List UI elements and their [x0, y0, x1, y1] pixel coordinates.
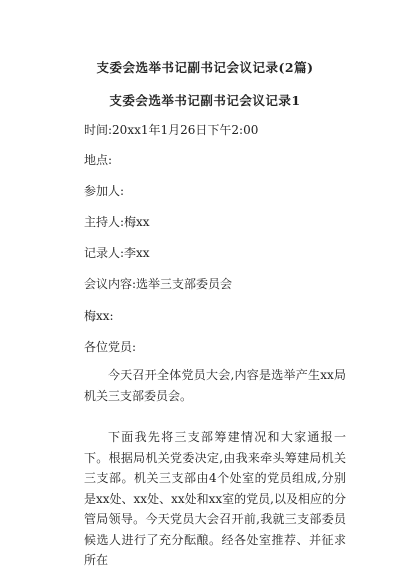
paragraph-opening: 今天召开全体党员大会,内容是选举产生xx局机关三支部委员会。: [84, 368, 346, 403]
greeting: 各位党员:: [84, 340, 137, 354]
meeting-recorder: 记录人:李xx: [84, 246, 150, 260]
document-sub-title: 支委会选举书记副书记会议记录1: [109, 93, 301, 108]
document-main-title: 支委会选举书记副书记会议记录(2篇): [96, 60, 314, 75]
meeting-content: 会议内容:选举三支部委员会: [84, 277, 233, 291]
speaker-name: 梅xx:: [84, 309, 114, 323]
meeting-host: 主持人:梅xx: [84, 215, 150, 229]
meeting-attendees: 参加人:: [84, 184, 125, 198]
meeting-place: 地点:: [84, 153, 113, 167]
paragraph-preparation: 下面我先将三支部筹建情况和大家通报一下。根据局机关党委决定,由我来牵头筹建局机关三支部。机关三支部由4个处室的党员组成,分别是xx处、xx处、xx处和xx室的党员,以及相应的分管局领导。今天党员大会召开前,我就三支部委员候选人进行了充分酝酿。经各处室推荐、并征求所在: [84, 430, 346, 567]
meeting-time: 时间:20xx1年1月26日下午2:00: [84, 123, 259, 137]
